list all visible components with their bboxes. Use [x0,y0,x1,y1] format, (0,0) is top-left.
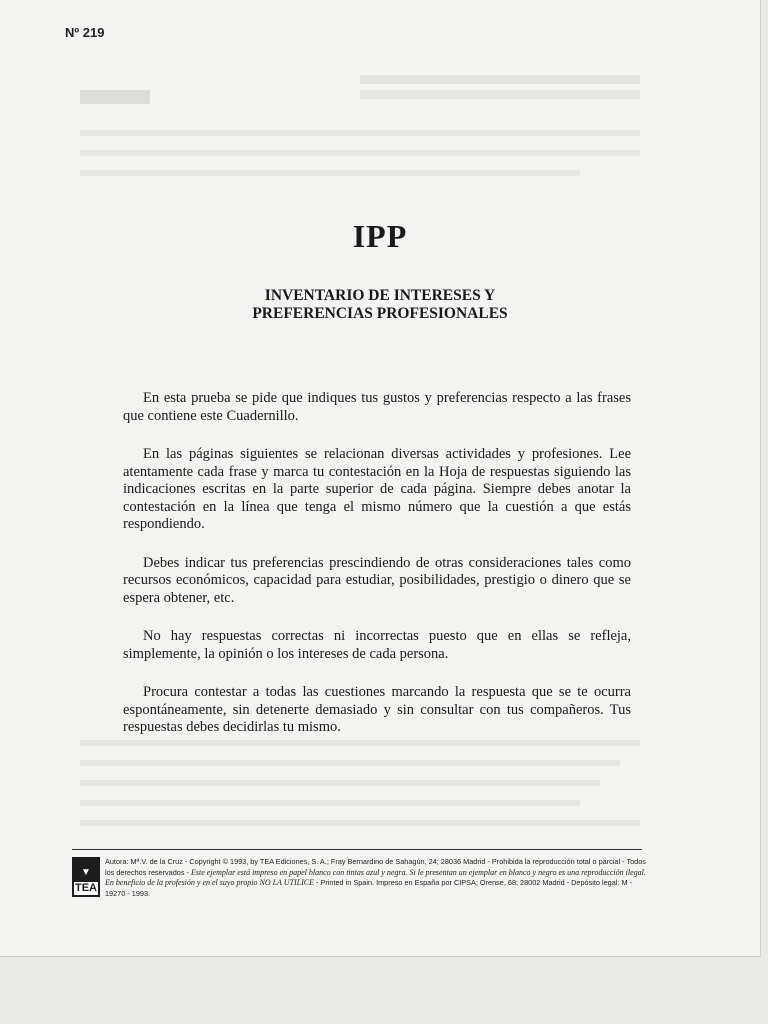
paragraph: No hay respuestas correctas ni incorrectas puesto que en ellas se refleja, simplemente, la opinión o los intereses de cada persona. [123,628,631,662]
logo-text: TEA [75,882,97,894]
paragraph: En las páginas siguientes se relacionan diversas actividades y profesiones. Lee atentamente cada frase y marca tu contestación en la Hoja de respuestas siguiendo las indicaciones escritas en la parte superior de cada página. Siempre debes anotar la contestación en la línea que tenga el mismo número que la cuestión a que estás respondiendo. [123,446,631,532]
page-title: IPP [352,218,408,254]
footer-italic-notice: Este ejemplar está impreso en papel blanco con tintas azul y negra. Si le presentan un ejemplar en blanco y negro es una reproducción ilegal. En beneficio de la profesión y en el suyo propio NO LA UTILICE [105,867,646,887]
instructions-body [123,390,631,758]
page-subtitle [0,287,760,323]
tea-logo-icon [72,857,100,897]
footer-text-part-1: Autora: Mª.V. de la Cruz - Copyright © 1993, by TEA Ediciones, S. A.; Fray Bernardino de Sahagún, 24; 28036 Madrid - Prohibida la reproducción total o parcial - Todos los derechos reservados - [105,857,646,877]
footer-divider [72,849,642,850]
footer-text-part-2: - Printed in Spain. Impreso en España por CIPSA; Orense, 68; 28002 Madrid - Depósito legal: M - 19270 - 1993. [105,878,632,898]
subtitle-line-2: PREFERENCIAS PROFESIONALES [252,305,508,322]
paragraph: En esta prueba se pide que indiques tus gustos y preferencias respecto a las frases que contiene este Cuadernillo. [123,390,631,424]
document-number: Nº 219 [65,25,105,40]
paragraph: Debes indicar tus preferencias prescindiendo de otras consideraciones tales como recursos económicos, capacidad para estudiar, posibilidades, prestigio o dinero que se espera obtener, etc. [123,554,631,606]
paragraph: Procura contestar a todas las cuestiones marcando la respuesta que se te ocurra espontáneamente, sin detenerte demasiado y sin consultar con tus compañeros. Tus respuestas debes decidirlas tu mismo. [123,684,631,735]
arrow-down-icon: ▼ [81,867,91,878]
copyright-footer [105,857,653,899]
subtitle-line-1: INVENTARIO DE INTERESES Y [264,287,496,304]
